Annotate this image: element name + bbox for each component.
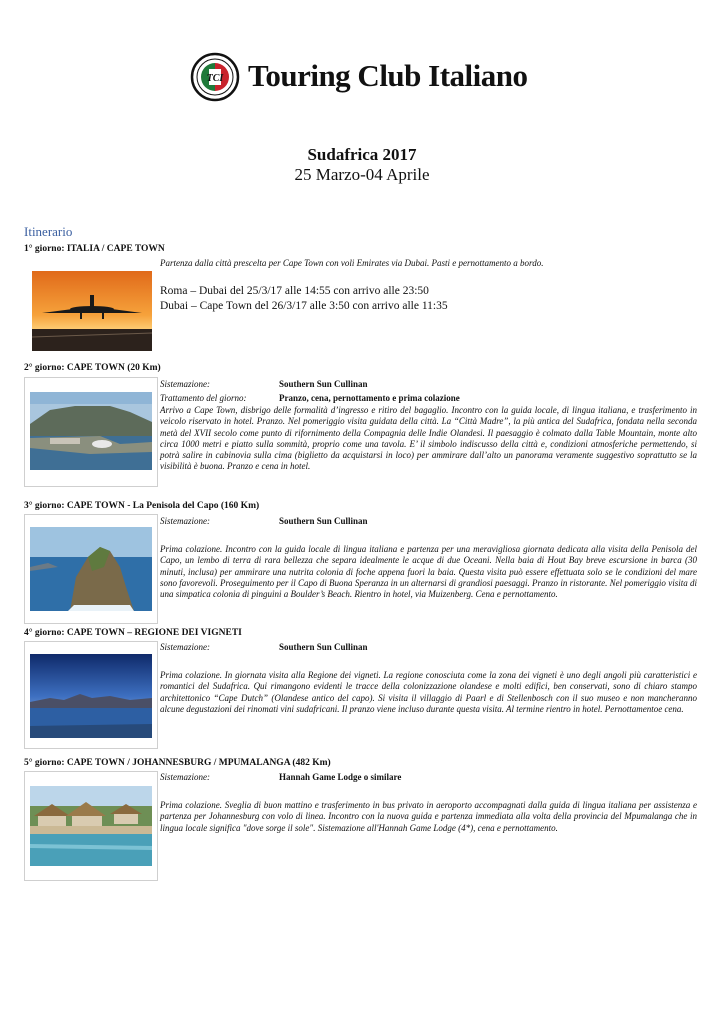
day-5-heading: 5° giorno: CAPE TOWN / JOHANNESBURG / MPUMALANGA (482 Km) xyxy=(24,758,331,768)
trip-dates: 25 Marzo-04 Aprile xyxy=(294,165,430,184)
day-4-accommodation-value: Southern Sun Cullinan xyxy=(279,642,368,652)
day-5-accommodation-label: Sistemazione: xyxy=(160,772,210,782)
day-2-heading: 2° giorno: CAPE TOWN (20 Km) xyxy=(24,363,161,373)
day-3-accommodation-label: Sistemazione: xyxy=(160,516,210,526)
day-3-accommodation-value: Southern Sun Cullinan xyxy=(279,516,368,526)
day-2-meals-label: Trattamento del giorno: xyxy=(160,393,247,403)
day-2-accommodation-value: Southern Sun Cullinan xyxy=(279,379,368,389)
day-1-photo-airplane xyxy=(32,271,152,351)
itinerary-heading: Itinerario xyxy=(24,224,73,239)
day-5-description: Prima colazione. Sveglia di buon mattino e trasferimento in bus privato in aeroporto accompagnati dalla guida di lingua italiana per assistenza e partenza per Johannesburg con volo di linea. Incontro con la nuova guida e partenza immediata alla volta della provincia del Mpumalanga che in lingua locale significa "dove sorge il sole". Sistemazione all'Hannah Game Lodge (4*), cena e pernottamento. xyxy=(160,800,697,833)
flight-line-1: Roma – Dubai del 25/3/17 alle 14:55 con arrivo alle 23:50 xyxy=(160,285,429,297)
day-2-meals-value: Pranzo, cena, pernottamento e prima colazione xyxy=(279,393,460,403)
day-2-photo-frame xyxy=(24,377,158,487)
day-5-photo-game-lodge xyxy=(30,786,152,866)
day-4-photo-vineyards xyxy=(30,654,152,738)
day-5-photo-frame xyxy=(24,771,158,881)
day-4-heading: 4° giorno: CAPE TOWN – REGIONE DEI VIGNETI xyxy=(24,628,242,638)
day-1-heading: 1° giorno: ITALIA / CAPE TOWN xyxy=(24,244,165,254)
day-3-photo-frame xyxy=(24,514,158,624)
day-1-note: Partenza dalla città prescelta per Cape Town con voli Emirates via Dubai. Pasti e pernottamento a bordo. xyxy=(160,258,544,268)
day-2-description: Arrivo a Cape Town, disbrigo delle formalità d’ingresso e ritiro del bagaglio. Incontro con la guida locale, di lingua italiana, e trasferimento in veicolo riservato in hotel. Pranzo. Nel pomeriggio visita guidata della città. La “Città Madre”, la più antica del Sudafrica, fondata nella seconda metà del XVII secolo come punto di rifornimento della Compagnia delle Indie Olandesi. Il paesaggio è colmato dalla Table Mountain, monte alto circa 1000 metri e piatto sulla sommità, proprio come una tavola. E’ il simbolo indiscusso della città e, condizioni atmosferiche permettendo, si potrà salire in cabinovia sulla cima (biglietto da acquistarsi in loco) per ammirare dall’alto un panorama veramente suggestivo soprattutto se la visibilità è buona. Pranzo e cena in hotel. xyxy=(160,405,697,472)
tci-emblem-icon xyxy=(190,52,240,102)
flight-line-2: Dubai – Cape Town del 26/3/17 alle 3:50 con arrivo alle 11:35 xyxy=(160,300,448,312)
day-4-description: Prima colazione. In giornata visita alla Regione dei vigneti. La regione conosciuta come la zona dei vigneti è uno degli angoli più caratteristici e romantici del Sudafrica. Qui rimangono evidenti le tracce della colonizzazione olandese e molti edifici, ben conservati, sono di chiaro stampo architettonico “Cape Dutch” (Olandese antico del capo). Si visita il villaggio di Paarl e di Stellenbosch con il suo museo e non mancheranno alcune degustazioni dei rinomati vini sudafricani. Il pranzo viene incluso durante questa visita. Al termine rientro in hotel. Pernottamentoe cena. xyxy=(160,670,697,714)
day-3-description: Prima colazione. Incontro con la guida locale di lingua italiana e partenza per una meravigliosa giornata dedicata alla visita della Penisola del Capo, un lembo di terra di rara bellezza che separa idealmente le acque di due Oceani. Nella baia di Hout Bay breve escursione in barca (30 minuti, inclusa) per ammirare una nutrita colonia di foche appena fuori la baia. Questa visita può essere effettuata solo se le condizioni del mare sono favorevoli. Proseguimento per il Capo di Buona Speranza in un alternarsi di grandiosi paesaggi. Pranzo in ristorante. Nel pomeriggio visita di una simpatica colonia di pinguini a Boulder’s Beach. Rientro in hotel, via Muizenberg. Cena e pernottamento. xyxy=(160,544,697,600)
brand-name: Touring Club Italiano xyxy=(248,58,528,93)
day-2-accommodation-label: Sistemazione: xyxy=(160,379,210,389)
day-3-heading: 3° giorno: CAPE TOWN - La Penisola del Capo (160 Km) xyxy=(24,501,260,511)
day-4-accommodation-label: Sistemazione: xyxy=(160,642,210,652)
day-2-photo-cape-town xyxy=(30,392,152,470)
trip-title: Sudafrica 2017 xyxy=(307,145,417,164)
day-5-accommodation-value: Hannah Game Lodge o similare xyxy=(279,772,402,782)
day-3-photo-cape-peninsula xyxy=(30,527,152,611)
day-4-photo-frame xyxy=(24,641,158,749)
svg-text:TCI: TCI xyxy=(206,73,224,84)
